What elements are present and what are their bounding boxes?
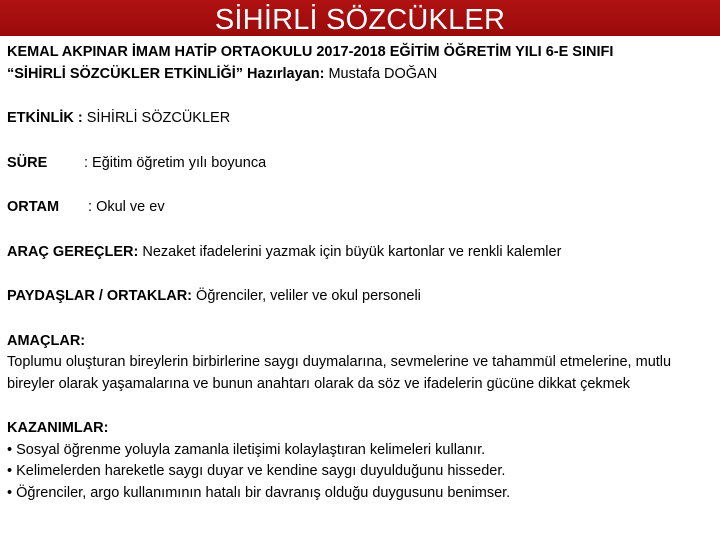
tools-label: ARAÇ GEREÇLER:	[7, 243, 139, 260]
tools-value: Nezaket ifadelerini yazmak için büyük kartonlar ve renkli kalemler	[138, 243, 562, 260]
activity-label: ETKİNLİK :	[7, 110, 83, 126]
header-line-1: KEMAL AKPINAR İMAM HATİP ORTAOKULU 2017-2018 EĞİTİM ÖĞRETİM YILI 6-E SINIFI	[7, 44, 614, 60]
outcome-item: • Öğrenciler, argo kullanımının hatalı bir davranış olduğu duygusunu benimser.	[7, 484, 511, 501]
goals-text: Toplumu oluşturan bireylerin birbirlerine saygı duymalarına, sevmelerine ve tahammül etmelerine, mutlu bireyler olarak yaşamalarına ve bunun anahtarı olarak da söz ve ifadelerin gücüne dikkat çekmek	[7, 354, 672, 392]
partners-value: Öğrenciler, veliler ve okul personeli	[192, 288, 421, 304]
duration-value: : Eğitim öğretim yılı boyunca	[84, 154, 267, 171]
outcomes-label: KAZANIMLAR:	[7, 420, 109, 436]
activity-value: SİHİRLİ SÖZCÜKLER	[82, 110, 231, 126]
outcome-item: • Kelimelerden hareketle saygı duyar ve kendine saygı duyulduğunu hisseder.	[7, 463, 506, 479]
document-body	[7, 42, 713, 504]
setting-value: : Okul ve ev	[84, 199, 165, 215]
header-line-2-bold: “SİHİRLİ SÖZCÜKLER ETKİNLİĞİ” Hazırlayan:	[7, 65, 325, 82]
header-author: Mustafa DOĞAN	[324, 65, 438, 82]
goals-label: AMAÇLAR:	[7, 332, 86, 349]
partners-label: PAYDAŞLAR / ORTAKLAR:	[7, 288, 193, 304]
setting-label: ORTAM	[7, 199, 60, 215]
header-line-2	[7, 64, 713, 86]
outcomes-section	[7, 418, 713, 504]
tools-row	[7, 242, 713, 264]
outcome-item: • Sosyal öğrenme yoluyla zamanla iletişimi kolaylaştıran kelimeleri kullanır.	[7, 441, 486, 458]
goals-section	[7, 331, 713, 396]
setting-row	[7, 197, 713, 219]
activity-row	[7, 108, 713, 130]
duration-row	[7, 153, 713, 175]
partners-row	[7, 286, 713, 308]
page-title: SİHİRLİ SÖZCÜKLER	[214, 4, 506, 36]
duration-label: SÜRE	[7, 154, 48, 171]
